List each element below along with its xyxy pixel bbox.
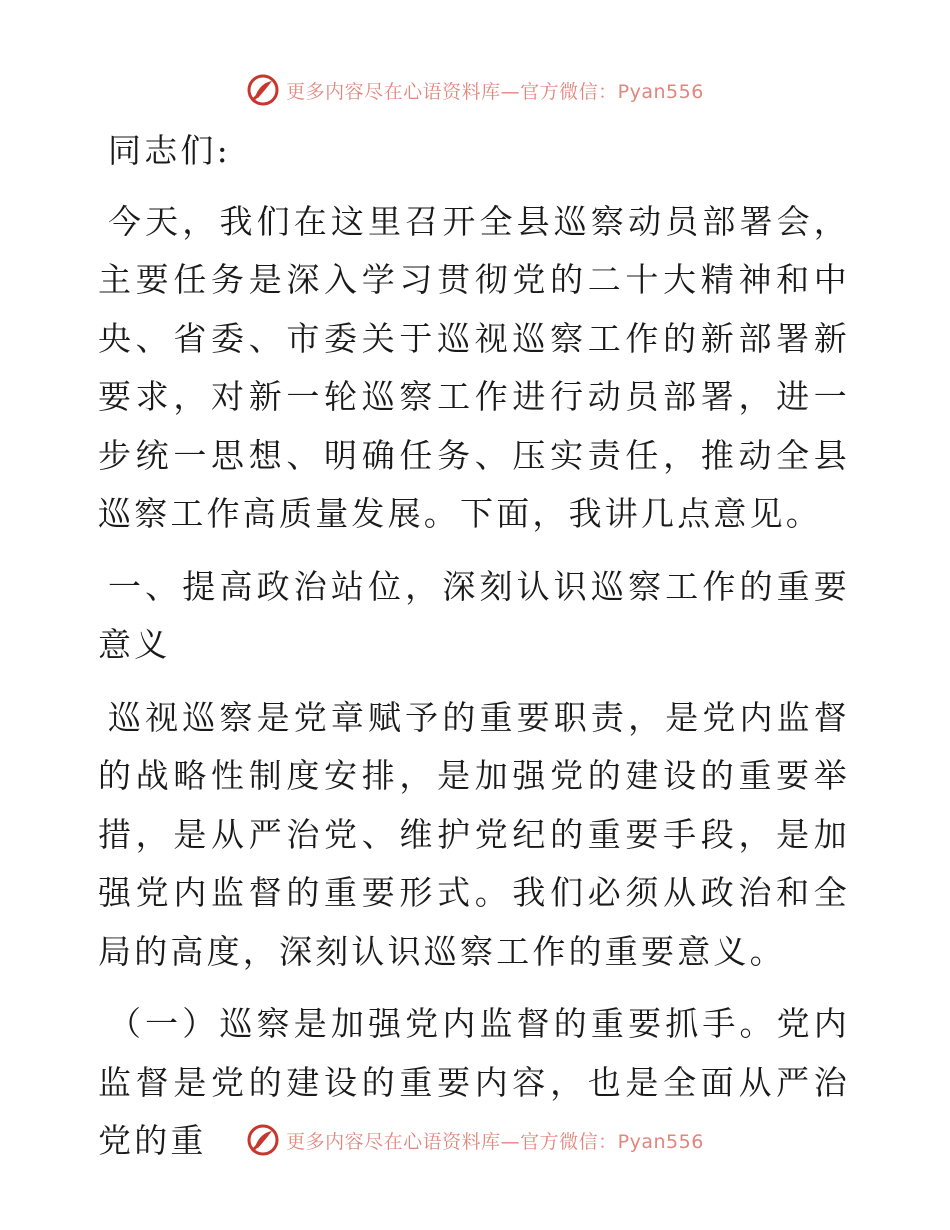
header-brand-text: 更多内容尽在心语资料库—官方微信：Pyan556 <box>286 80 704 103</box>
greeting: 同志们: <box>108 131 231 170</box>
footer-watermark <box>0 1120 950 1160</box>
brush-logo-icon <box>246 1123 280 1157</box>
footer-brand-text: 更多内容尽在心语资料库—官方微信：Pyan556 <box>286 1130 704 1153</box>
section-heading-1: 一、提高政治站位，深刻认识巡察工作的重要意义 <box>98 566 850 664</box>
paragraph-intro: 今天，我们在这里召开全县巡察动员部署会，主要任务是深入学习贯彻党的二十大精神和中央、省委、市委关于巡视巡察工作的新部署新要求，对新一轮巡察工作进行动员部署，进一步统一思想、明确任务、压实责任，推动全县巡察工作高质量发展。下面，我讲几点意见。 <box>98 201 850 533</box>
brush-logo-icon <box>246 73 280 107</box>
document-body <box>98 122 850 1171</box>
header-watermark <box>0 70 950 110</box>
paragraph-section-1: 巡视巡察是党章赋予的重要职责，是党内监督的战略性制度安排，是加强党的建设的重要举措，是从严治党、维护党纪的重要手段，是加强党内监督的重要形式。我们必须从政治和全局的高度，深刻认识巡察工作的重要意义。 <box>98 697 850 971</box>
subsection-heading-1: （一）巡察是加强党内监督的重要抓手。党内监督是党的建设的重要内容，也是全面从严治党的重 <box>98 1004 850 1160</box>
